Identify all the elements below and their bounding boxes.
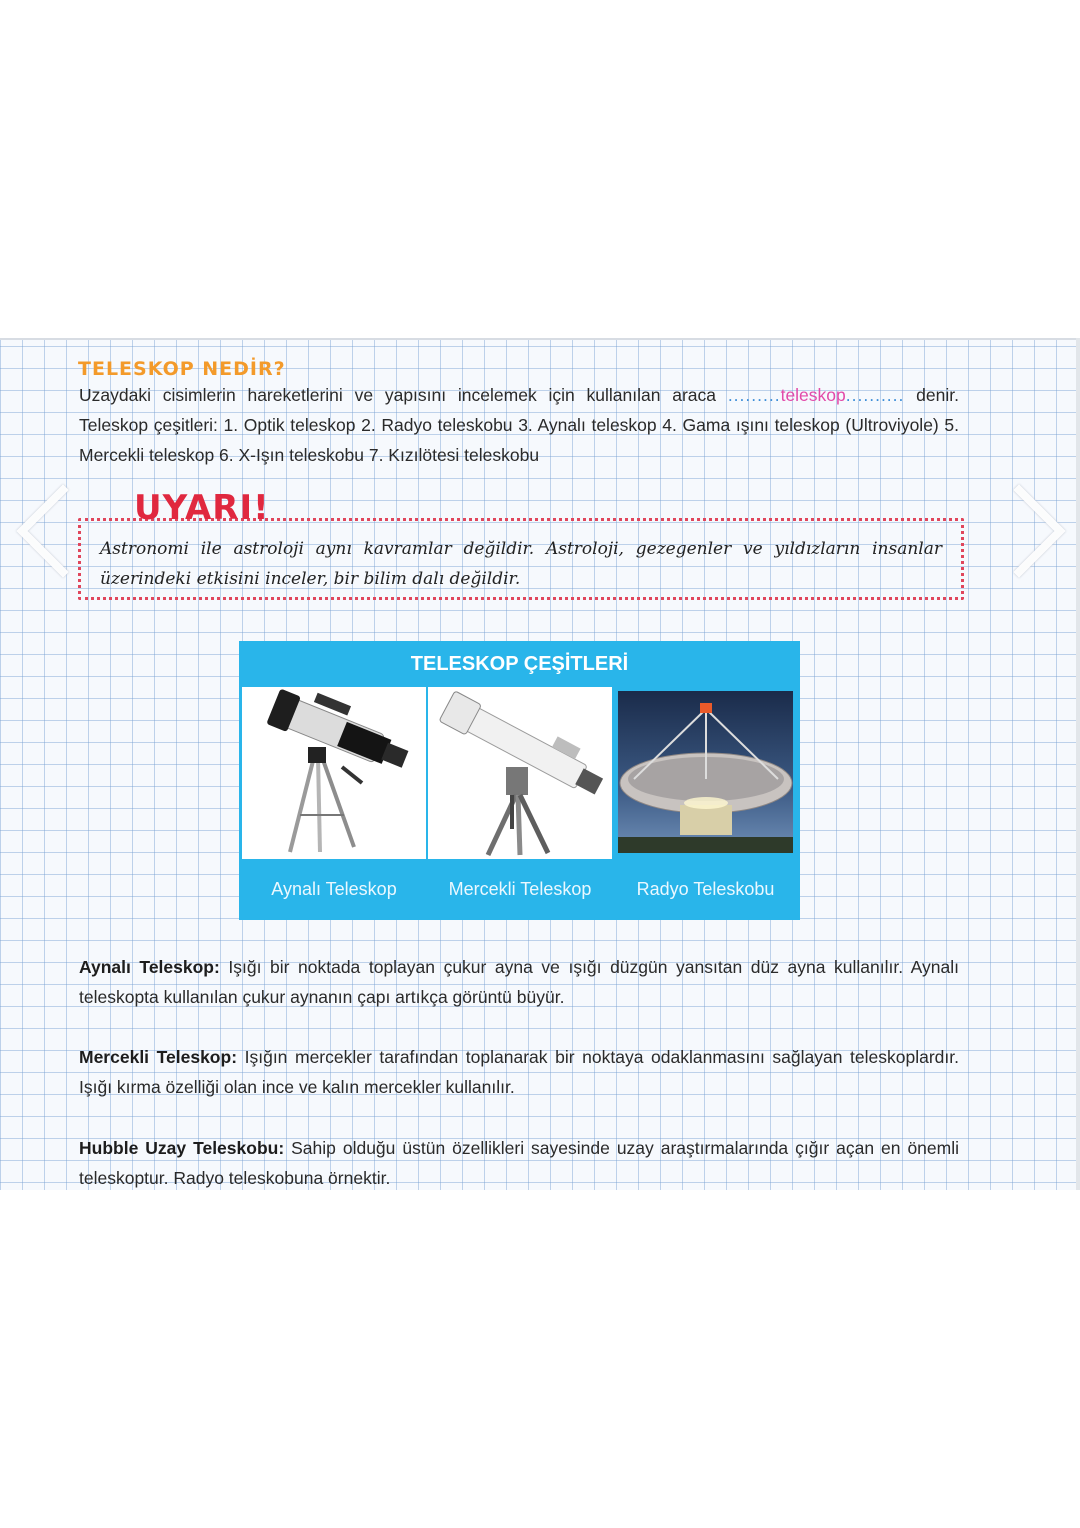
reflector-telescope-photo bbox=[242, 687, 426, 859]
refractor-term: Mercekli Teleskop: bbox=[79, 1047, 238, 1067]
hubble-text: Sahip olduğu üstün özellikleri sayesinde uzay araştırmalarında çığır açan en önemli teleskoptur. Radyo teleskobuna örnektir. bbox=[79, 1138, 960, 1188]
reflector-description bbox=[79, 952, 959, 1012]
caption-radio: Radyo Teleskobu bbox=[636, 879, 775, 899]
intro-text-before: Uzaydaki cisimlerin hareketlerini ve yapısını incelemek için kullanılan araca bbox=[79, 385, 728, 405]
telescope-types-panel bbox=[239, 641, 800, 920]
intro-paragraph bbox=[79, 380, 959, 470]
section-title: TELESKOP NEDİR? bbox=[78, 358, 286, 380]
hubble-description bbox=[79, 1133, 959, 1190]
caption-refractor: Mercekli Teleskop bbox=[448, 879, 592, 899]
blank-dots-right: .......... bbox=[845, 385, 905, 405]
blank-dots-left: ......... bbox=[727, 385, 781, 405]
refractor-telescope-photo bbox=[428, 687, 612, 859]
warning-text: Astronomi ile astroloji aynı kavramlar değildir. Astroloji, gezegenler ve yıldızların insanlar üzerindeki etkisini inceler, bir bilim dalı değildir. bbox=[100, 539, 942, 589]
intro-text-after: denir. Teleskop çeşitleri: 1. Optik teleskop 2. Radyo teleskobu 3. Aynalı teleskop 4. Gama ışını teleskop (Ultroviyole) 5. Mercekli teleskop 6. X-Işın teleskobu 7. Kızılötesi teleskobu bbox=[79, 385, 959, 465]
reflector-text: Işığı bir noktada toplayan çukur ayna ve ışığı düzgün yansıtan düz ayna kullanılır. Aynalı teleskopta kullanılan çukur aynanın çapı artıkça görüntü büyür. bbox=[79, 957, 960, 1007]
refractor-description bbox=[79, 1042, 959, 1102]
blank-answer: teleskop bbox=[780, 385, 846, 405]
radio-telescope-photo bbox=[614, 687, 797, 859]
refractor-text: Işığın mercekler tarafından toplanarak bir noktaya odaklanmasını sağlayan teleskoplardır. Işığı kırma özelliği olan ince ve kalın mercekler kullanılır. bbox=[79, 1047, 959, 1097]
worksheet-page bbox=[0, 338, 1080, 1190]
reflector-term: Aynalı Teleskop: bbox=[79, 957, 220, 977]
panel-title: TELESKOP ÇEŞİTLERİ bbox=[410, 653, 629, 675]
chevron-right-icon[interactable] bbox=[972, 484, 1065, 577]
warning-title: UYARI! bbox=[134, 488, 270, 528]
caption-reflector: Aynalı Teleskop bbox=[271, 879, 397, 899]
hubble-term: Hubble Uzay Teleskobu: bbox=[79, 1138, 285, 1158]
